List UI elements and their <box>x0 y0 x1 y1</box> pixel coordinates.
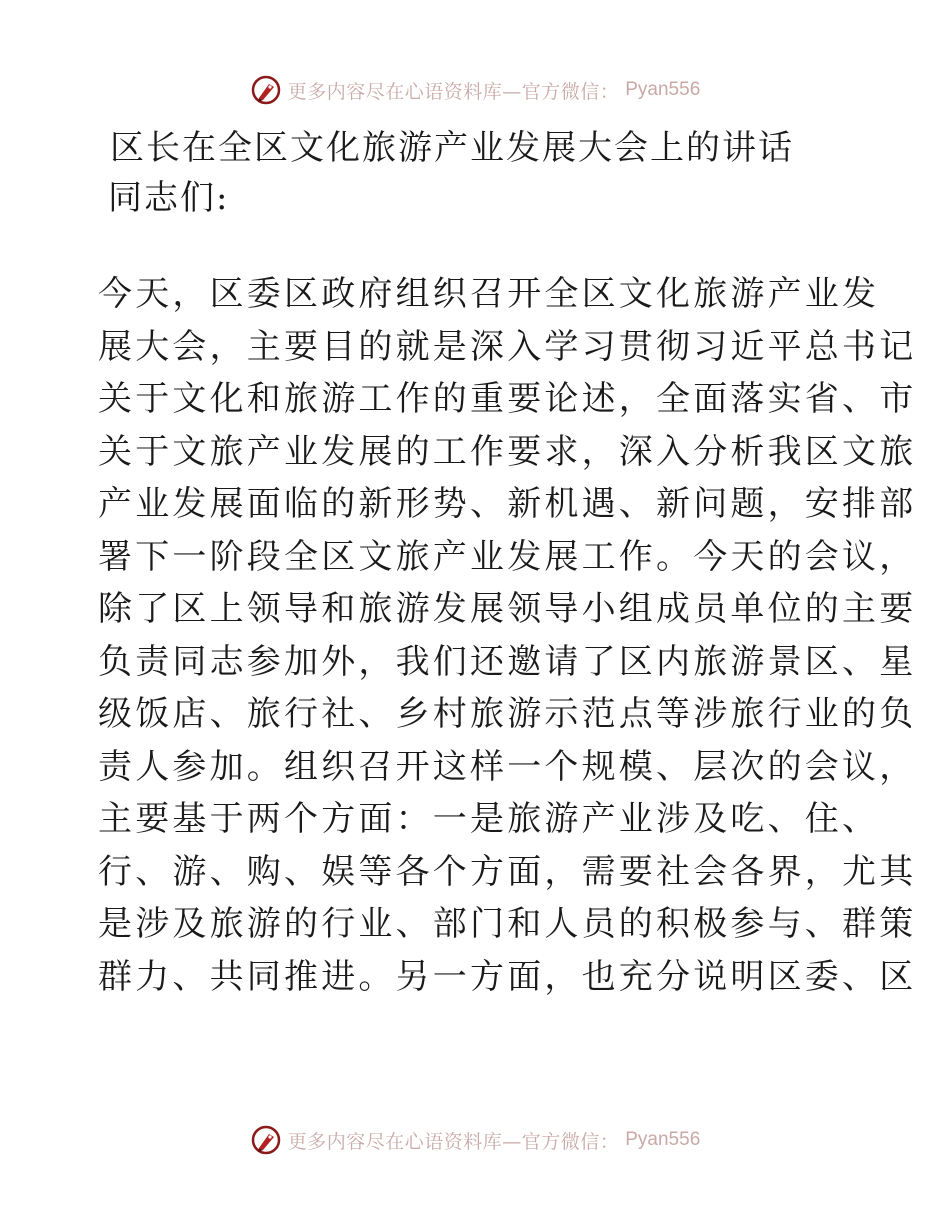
paragraph-line: 除了区上领导和旅游发展领导小组成员单位的主要 <box>98 589 917 629</box>
salutation: 同志们: <box>108 178 230 218</box>
paragraph-line: 展大会，主要目的就是深入学习贯彻习近平总书记 <box>98 326 917 367</box>
paragraph-line: 产业发展面临的新形势、新机遇、新问题，安排部 <box>98 484 917 524</box>
paragraph-line: 是涉及旅游的行业、部门和人员的积极参与、群策 <box>98 904 917 944</box>
paragraph-line: 署下一阶段全区文旅产业发展工作。今天的会议， <box>98 536 917 577</box>
header-watermark-banner <box>0 70 950 110</box>
paragraph-line: 主要基于两个方面：一是旅游产业涉及吃、住、 <box>98 799 880 839</box>
pen-nib-logo-icon <box>250 74 282 106</box>
footer-watermark-banner <box>0 1120 950 1160</box>
watermark-handle: Pyan556 <box>625 1129 701 1150</box>
paragraph-line: 负责同志参加外，我们还邀请了区内旅游景区、星 <box>98 641 917 682</box>
paragraph-line: 责人参加。组织召开这样一个规模、层次的会议， <box>98 746 917 787</box>
paragraph-line: 关于文旅产业发展的工作要求，深入分析我区文旅 <box>98 431 917 472</box>
watermark-text: 更多内容尽在心语资料库—官方微信： <box>287 1130 620 1153</box>
document-title: 区长在全区文化旅游产业发展大会上的讲话 <box>110 128 794 168</box>
paragraph-line: 行、游、购、娱等各个方面，需要社会各界，尤其 <box>98 851 917 892</box>
body-paragraph <box>98 268 917 1003</box>
paragraph-line: 级饭店、旅行社、乡村旅游示范点等涉旅行业的负 <box>98 694 917 734</box>
paragraph-line: 群力、共同推进。另一方面，也充分说明区委、区 <box>98 956 917 997</box>
pen-nib-logo-icon <box>250 1124 282 1156</box>
watermark-text: 更多内容尽在心语资料库—官方微信： <box>287 80 620 103</box>
paragraph-line: 关于文化和旅游工作的重要论述，全面落实省、市 <box>98 379 917 419</box>
watermark-handle: Pyan556 <box>625 79 701 100</box>
paragraph-line: 今天，区委区政府组织召开全区文化旅游产业发 <box>98 274 880 314</box>
